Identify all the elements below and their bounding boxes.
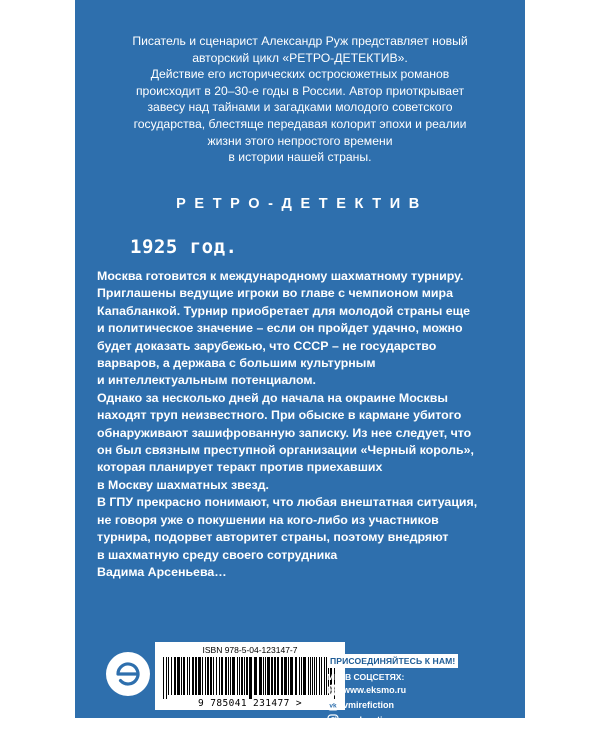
barcode-bar: [324, 657, 325, 695]
barcode-bar: [241, 657, 243, 695]
barcode-bar: [308, 657, 309, 695]
barcode-bar: [171, 657, 172, 695]
barcode-bar: [254, 657, 257, 695]
barcode-bar: [205, 657, 206, 695]
story-line: Приглашены ведущие игроки во главе с чемпионом мира: [97, 286, 453, 301]
publisher-intro: [93, 33, 507, 166]
intro-line: завесу над тайнами и загадками молодого советского: [147, 100, 453, 115]
intro-line: Писатель и сценарист Александр Руж представляет новый: [132, 34, 468, 48]
barcode-bar: [319, 657, 320, 695]
intro-line: происходит в 20–30-е годы в России. Автор приоткрывает: [135, 83, 465, 98]
intro-line: государства, блестяще передавая колорит эпохи и реалии: [133, 116, 467, 131]
story-line: в Москву шахматных звезд.: [97, 477, 269, 492]
barcode-bar: [316, 657, 317, 695]
barcode-bar: [163, 657, 164, 699]
barcode-bar: [202, 657, 203, 695]
intro-line: авторский цикл «РЕТРО-ДЕТЕКТИВ».: [192, 50, 408, 65]
barcode-number: 9 785041 231477 >: [197, 698, 303, 709]
social-site-text: www.eksmo.ru: [343, 685, 407, 695]
barcode-bar: [195, 657, 197, 695]
story-blurb: [97, 268, 509, 581]
social-block: [327, 651, 477, 727]
barcode-bar: [213, 657, 214, 695]
barcode-bar: [263, 657, 264, 695]
social-vk-text: vmirefiction: [343, 700, 395, 710]
story-line: обнаруживают зашифрованную записку. Из нее следует, что: [97, 425, 472, 440]
barcode-bar: [267, 657, 270, 695]
intro-line: Действие его исторических остросюжетных романов: [150, 67, 450, 82]
isbn-barcode: [155, 642, 345, 710]
year-heading: 1925 год.: [130, 236, 238, 258]
story-line: Капабланкой. Турнир приобретает для молодой страны еще: [97, 303, 471, 318]
social-row-instagram[interactable]: [327, 713, 477, 727]
barcode-bar: [166, 657, 167, 699]
svg-text:vk: vk: [329, 702, 337, 710]
barcode-bar: [301, 657, 302, 695]
barcode-bar: [244, 657, 245, 695]
barcode-bar: [219, 657, 220, 695]
barcode-bar: [237, 657, 238, 695]
barcode-bar: [189, 657, 190, 695]
barcode-bar: [177, 657, 180, 695]
social-row-vk[interactable]: [327, 698, 477, 712]
story-line: Москва готовится к международному шахматному турниру.: [97, 269, 464, 283]
barcode-bar: [295, 657, 297, 695]
barcode-bar: [314, 657, 315, 695]
story-line: В ГПУ прекрасно понимают, что любая внештатная ситуация,: [97, 495, 478, 510]
barcode-bar: [183, 657, 185, 695]
barcode-bar: [232, 657, 235, 695]
barcode-bar: [246, 657, 248, 695]
story-line: он был связным преступной организации «Черный король»,: [97, 443, 474, 458]
barcode-bar: [198, 657, 201, 695]
social-instagram-text: read_action: [343, 715, 394, 725]
story-line: турнира, подорвет авторитет страны, поэтому внедряют: [97, 530, 449, 545]
barcode-bars: [161, 657, 339, 699]
barcode-bar: [221, 657, 223, 695]
barcode-bar: [312, 657, 313, 695]
intro-line: в истории нашей страны.: [228, 150, 372, 165]
barcode-bar: [284, 657, 287, 695]
barcode-bar: [303, 657, 306, 695]
barcode-bar: [192, 657, 194, 695]
story-line: которая планирует теракт против приехавших: [97, 460, 383, 475]
vk-icon: [327, 699, 339, 711]
story-line: находят труп неизвестного. При обыске в кармане убитого: [97, 408, 462, 423]
barcode-bar: [288, 657, 289, 695]
barcode-bar: [239, 657, 240, 695]
book-back-cover: [75, 0, 525, 725]
story-line: и интеллектуальным потенциалом.: [97, 373, 316, 388]
barcode-bar: [281, 657, 283, 695]
globe-icon: [327, 684, 339, 696]
barcode-bar: [277, 657, 279, 695]
isbn-text: ISBN 978-5-04-123147-7: [202, 645, 298, 655]
instagram-icon: [327, 714, 339, 726]
barcode-bar: [259, 657, 262, 695]
barcode-bar: [249, 657, 252, 699]
barcode-bar: [168, 657, 169, 695]
barcode-bar: [210, 657, 212, 695]
story-line: Однако за несколько дней до начала на окраине Москвы: [97, 390, 448, 405]
story-line: и политическое значение – если он пройдет удачно, можно: [97, 321, 463, 336]
eksmo-logo-icon: [105, 651, 151, 697]
intro-line: жизни этого непростого времени: [207, 133, 393, 148]
barcode-bar: [290, 657, 293, 695]
barcode-bar: [265, 657, 266, 695]
story-line: в шахматную среду своего сотрудника: [97, 547, 338, 562]
barcode-bar: [207, 657, 209, 695]
barcode-bar: [271, 657, 273, 695]
story-line: варваров, а держава с большим культурным: [97, 356, 376, 371]
barcode-bar: [216, 657, 217, 695]
barcode-bar: [230, 657, 231, 695]
barcode-bar: [225, 657, 227, 695]
story-line: будет доказать зарубежью, что СССР – не государство: [97, 338, 437, 353]
social-heading: МЫ В СОЦСЕТЯХ:: [327, 672, 405, 682]
barcode-bar: [181, 657, 182, 695]
social-row-site[interactable]: [327, 683, 477, 697]
barcode-bar: [174, 657, 176, 695]
story-line: Вадима Арсеньева…: [97, 564, 227, 579]
barcode-bar: [187, 657, 188, 695]
barcode-bar: [321, 657, 322, 695]
barcode-bar: [299, 657, 300, 695]
series-title: РЕТРО-ДЕТЕКТИВ: [176, 196, 428, 212]
join-us-badge: ПРИСОЕДИНЯЙТЕСЬ К НАМ!: [327, 654, 458, 668]
barcode-bar: [310, 657, 311, 695]
barcode-bar: [274, 657, 276, 695]
story-line: не говоря уже о покушении на кого-либо из участников: [97, 512, 439, 527]
barcode-bar: [228, 657, 229, 695]
